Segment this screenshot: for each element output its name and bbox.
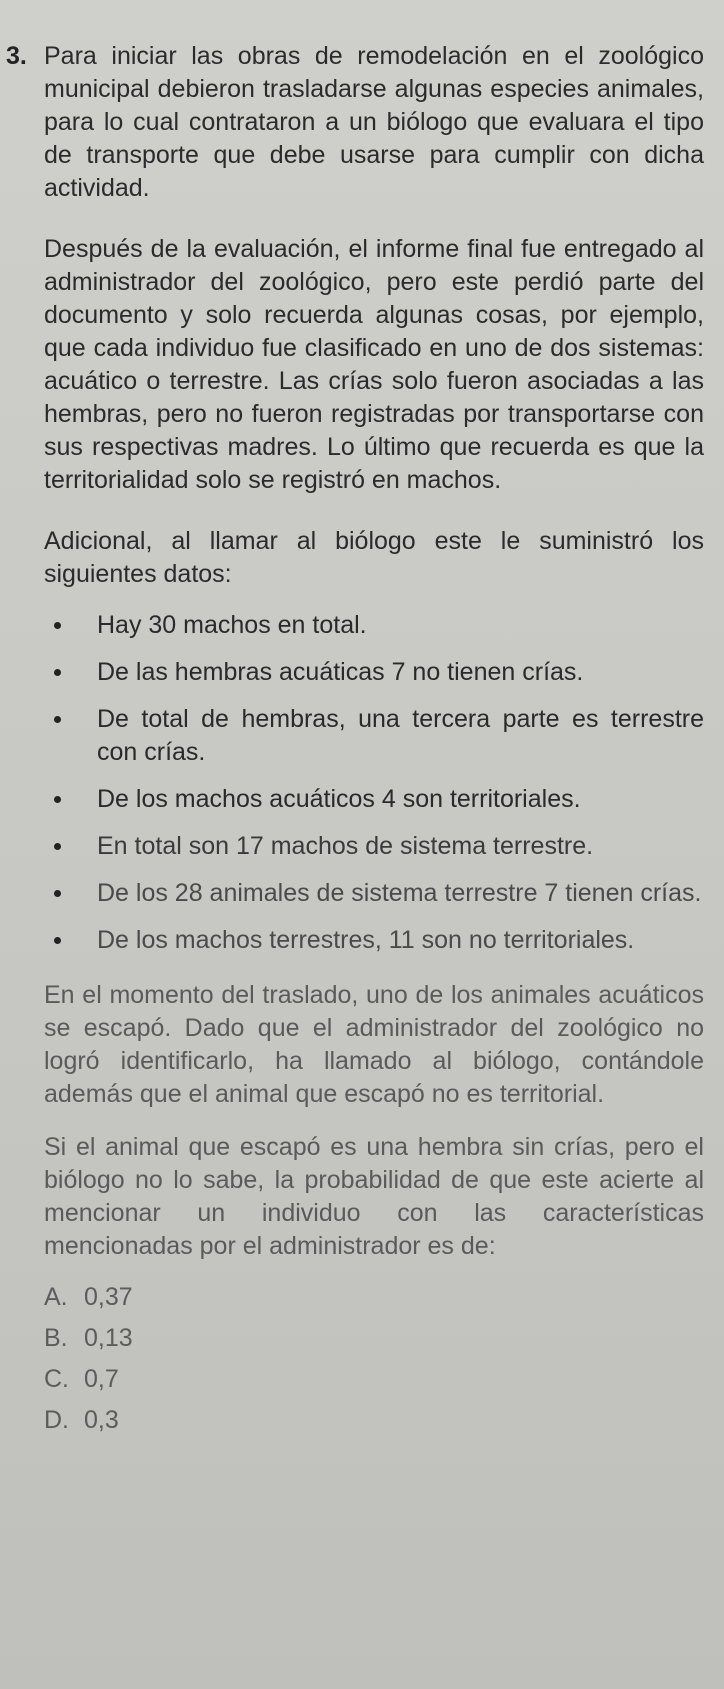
question-paragraph-data-intro: Adicional, al llamar al biólogo este le suministró los siguientes datos: [44, 527, 704, 588]
option-letter: A. [44, 1283, 68, 1311]
bullet-text: De los machos acuáticos 4 son territoriales. [97, 785, 581, 813]
bullet-icon [54, 937, 61, 944]
answer-option-d[interactable] [44, 1404, 704, 1437]
data-bullet-list [44, 609, 704, 957]
bullet-icon [54, 716, 61, 723]
bullet-icon [54, 843, 61, 850]
option-letter: B. [44, 1324, 68, 1352]
list-item [44, 783, 704, 816]
bullet-text: De los machos terrestres, 11 son no territoriales. [97, 926, 635, 954]
answer-option-b[interactable] [44, 1322, 704, 1355]
answer-option-c[interactable] [44, 1363, 704, 1396]
question-body [44, 40, 704, 1445]
option-letter: C. [44, 1365, 69, 1393]
question-paragraph-intro: Para iniciar las obras de remodelación en el zoológico municipal debieron trasladarse algunas especies animales, para lo cual contrataron a un biólogo que evaluara el tipo de transporte que debe usarse para cumplir con dicha actividad. [44, 42, 704, 202]
list-item [44, 703, 704, 769]
list-item [44, 830, 704, 863]
bullet-icon [54, 796, 61, 803]
answer-options [44, 1281, 704, 1437]
bullet-text: De total de hembras, una tercera parte es terrestre con crías. [97, 705, 704, 766]
option-value: 0,37 [84, 1283, 133, 1311]
bullet-text: En total son 17 machos de sistema terrestre. [97, 832, 594, 860]
option-value: 0,13 [84, 1324, 133, 1352]
answer-option-a[interactable] [44, 1281, 704, 1314]
option-value: 0,7 [84, 1365, 119, 1393]
question-paragraph-escape: En el momento del traslado, uno de los animales acuáticos se escapó. Dado que el administrador del zoológico no logró identificarlo, ha llamado al biólogo, contándole además que el animal que escapó no es territorial. [44, 981, 704, 1108]
list-item [44, 656, 704, 689]
bullet-text: Hay 30 machos en total. [97, 611, 367, 639]
question-block [6, 40, 704, 1445]
option-letter: D. [44, 1406, 69, 1434]
list-item [44, 609, 704, 642]
list-item [44, 877, 704, 910]
question-paragraph-report: Después de la evaluación, el informe final fue entregado al administrador del zoológico, pero este perdió parte del documento y solo recuerda algunas cosas, por ejemplo, que cada individuo fue clasificado en uno de dos sistemas: acuático o terrestre. Las crías solo fueron asociadas a las hembras, pero no fueron registradas por transportarse con sus respectivas madres. Lo último que recuerda es que la territorialidad solo se registró en machos. [44, 235, 704, 494]
question-number: 3. [6, 42, 27, 70]
bullet-text: De las hembras acuáticas 7 no tienen crías. [97, 658, 584, 686]
question-prompt: Si el animal que escapó es una hembra sin crías, pero el biólogo no lo sabe, la probabilidad de que este acierte al mencionar un individuo con las características mencionadas por el administrador es de: [44, 1133, 704, 1260]
bullet-icon [54, 622, 61, 629]
option-value: 0,3 [84, 1406, 119, 1434]
list-item [44, 924, 704, 957]
bullet-text: De los 28 animales de sistema terrestre 7 tienen crías. [97, 879, 702, 907]
bullet-icon [54, 890, 61, 897]
bullet-icon [54, 669, 61, 676]
